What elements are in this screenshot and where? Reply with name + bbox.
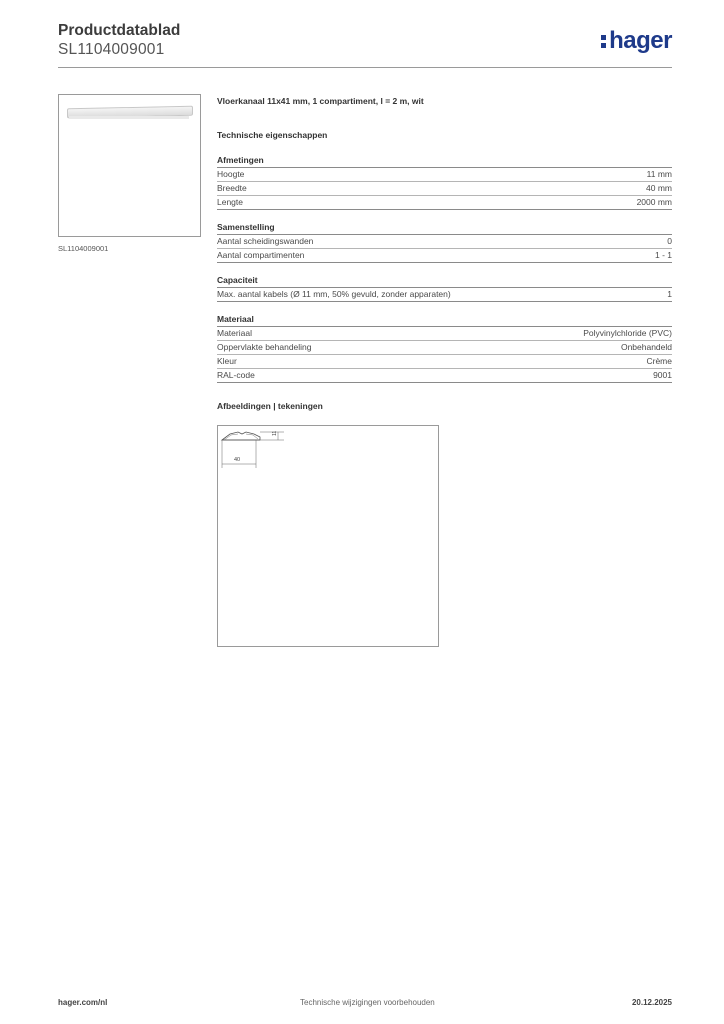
section-material bbox=[217, 314, 672, 383]
spec-label: RAL-code bbox=[217, 370, 255, 380]
spec-row-max-cables bbox=[217, 288, 672, 302]
spec-label: Lengte bbox=[217, 197, 243, 207]
spec-row-width bbox=[217, 182, 672, 196]
spec-row-height bbox=[217, 168, 672, 182]
spec-row-material bbox=[217, 327, 672, 341]
product-id: SL1104009001 bbox=[58, 41, 165, 58]
spec-value: 11 mm bbox=[646, 169, 672, 179]
technical-properties-title: Technische eigenschappen bbox=[217, 130, 328, 140]
spec-row-compartments bbox=[217, 249, 672, 263]
spec-value: Onbehandeld bbox=[620, 342, 672, 352]
section-capacity bbox=[217, 275, 672, 302]
spec-row-ral bbox=[217, 369, 672, 383]
footer-disclaimer: Technische wijzigingen voorbehouden bbox=[300, 998, 435, 1007]
spec-value: Polyvinylchloride (PVC) bbox=[583, 328, 672, 338]
spec-label: Materiaal bbox=[217, 328, 252, 338]
height-dimension-label: 11 bbox=[272, 430, 278, 436]
product-description: Vloerkanaal 11x41 mm, 1 compartiment, l = 2 m, wit bbox=[217, 96, 424, 106]
images-title: Afbeeldingen | tekeningen bbox=[217, 401, 323, 411]
header-divider bbox=[58, 67, 672, 68]
spec-label: Kleur bbox=[217, 356, 237, 366]
section-title: Capaciteit bbox=[217, 275, 672, 288]
footer-date: 20.12.2025 bbox=[631, 998, 672, 1007]
spec-value: 2000 mm bbox=[636, 197, 672, 207]
spec-row-dividers bbox=[217, 235, 672, 249]
spec-label: Hoogte bbox=[217, 169, 245, 179]
spec-value: 0 bbox=[667, 236, 672, 246]
product-details bbox=[217, 96, 672, 411]
document-title: Productdatablad bbox=[58, 22, 181, 39]
spec-value: 40 mm bbox=[646, 183, 672, 193]
section-title: Afmetingen bbox=[217, 155, 672, 168]
logo-text: hager bbox=[609, 27, 672, 54]
section-title: Materiaal bbox=[217, 314, 672, 327]
spec-value: Crème bbox=[646, 356, 672, 366]
section-title: Samenstelling bbox=[217, 222, 672, 235]
hager-logo bbox=[601, 27, 672, 55]
section-composition bbox=[217, 222, 672, 263]
technical-drawing bbox=[217, 425, 439, 647]
spec-label: Breedte bbox=[217, 183, 247, 193]
spec-value: 1 - 1 bbox=[654, 250, 672, 260]
spec-label: Aantal scheidingswanden bbox=[217, 236, 314, 246]
spec-value: 1 bbox=[667, 289, 672, 299]
spec-row-color bbox=[217, 355, 672, 369]
product-photo bbox=[58, 94, 201, 237]
spec-label: Max. aantal kabels (Ø 11 mm, 50% gevuld, zonder apparaten) bbox=[217, 289, 451, 299]
spec-row-length bbox=[217, 196, 672, 210]
cross-section-drawing bbox=[218, 426, 438, 646]
floor-duct-shadow bbox=[69, 116, 189, 119]
spec-value: 9001 bbox=[653, 370, 672, 380]
logo-colon-icon bbox=[601, 32, 606, 50]
width-dimension-label: 40 bbox=[234, 457, 241, 463]
spec-label: Oppervlakte behandeling bbox=[217, 342, 312, 352]
spec-label: Aantal compartimenten bbox=[217, 250, 305, 260]
photo-caption: SL1104009001 bbox=[58, 244, 109, 253]
section-dimensions bbox=[217, 155, 672, 210]
document-header bbox=[58, 22, 180, 60]
spec-row-surface bbox=[217, 341, 672, 355]
footer-website[interactable]: hager.com/nl bbox=[58, 998, 108, 1007]
